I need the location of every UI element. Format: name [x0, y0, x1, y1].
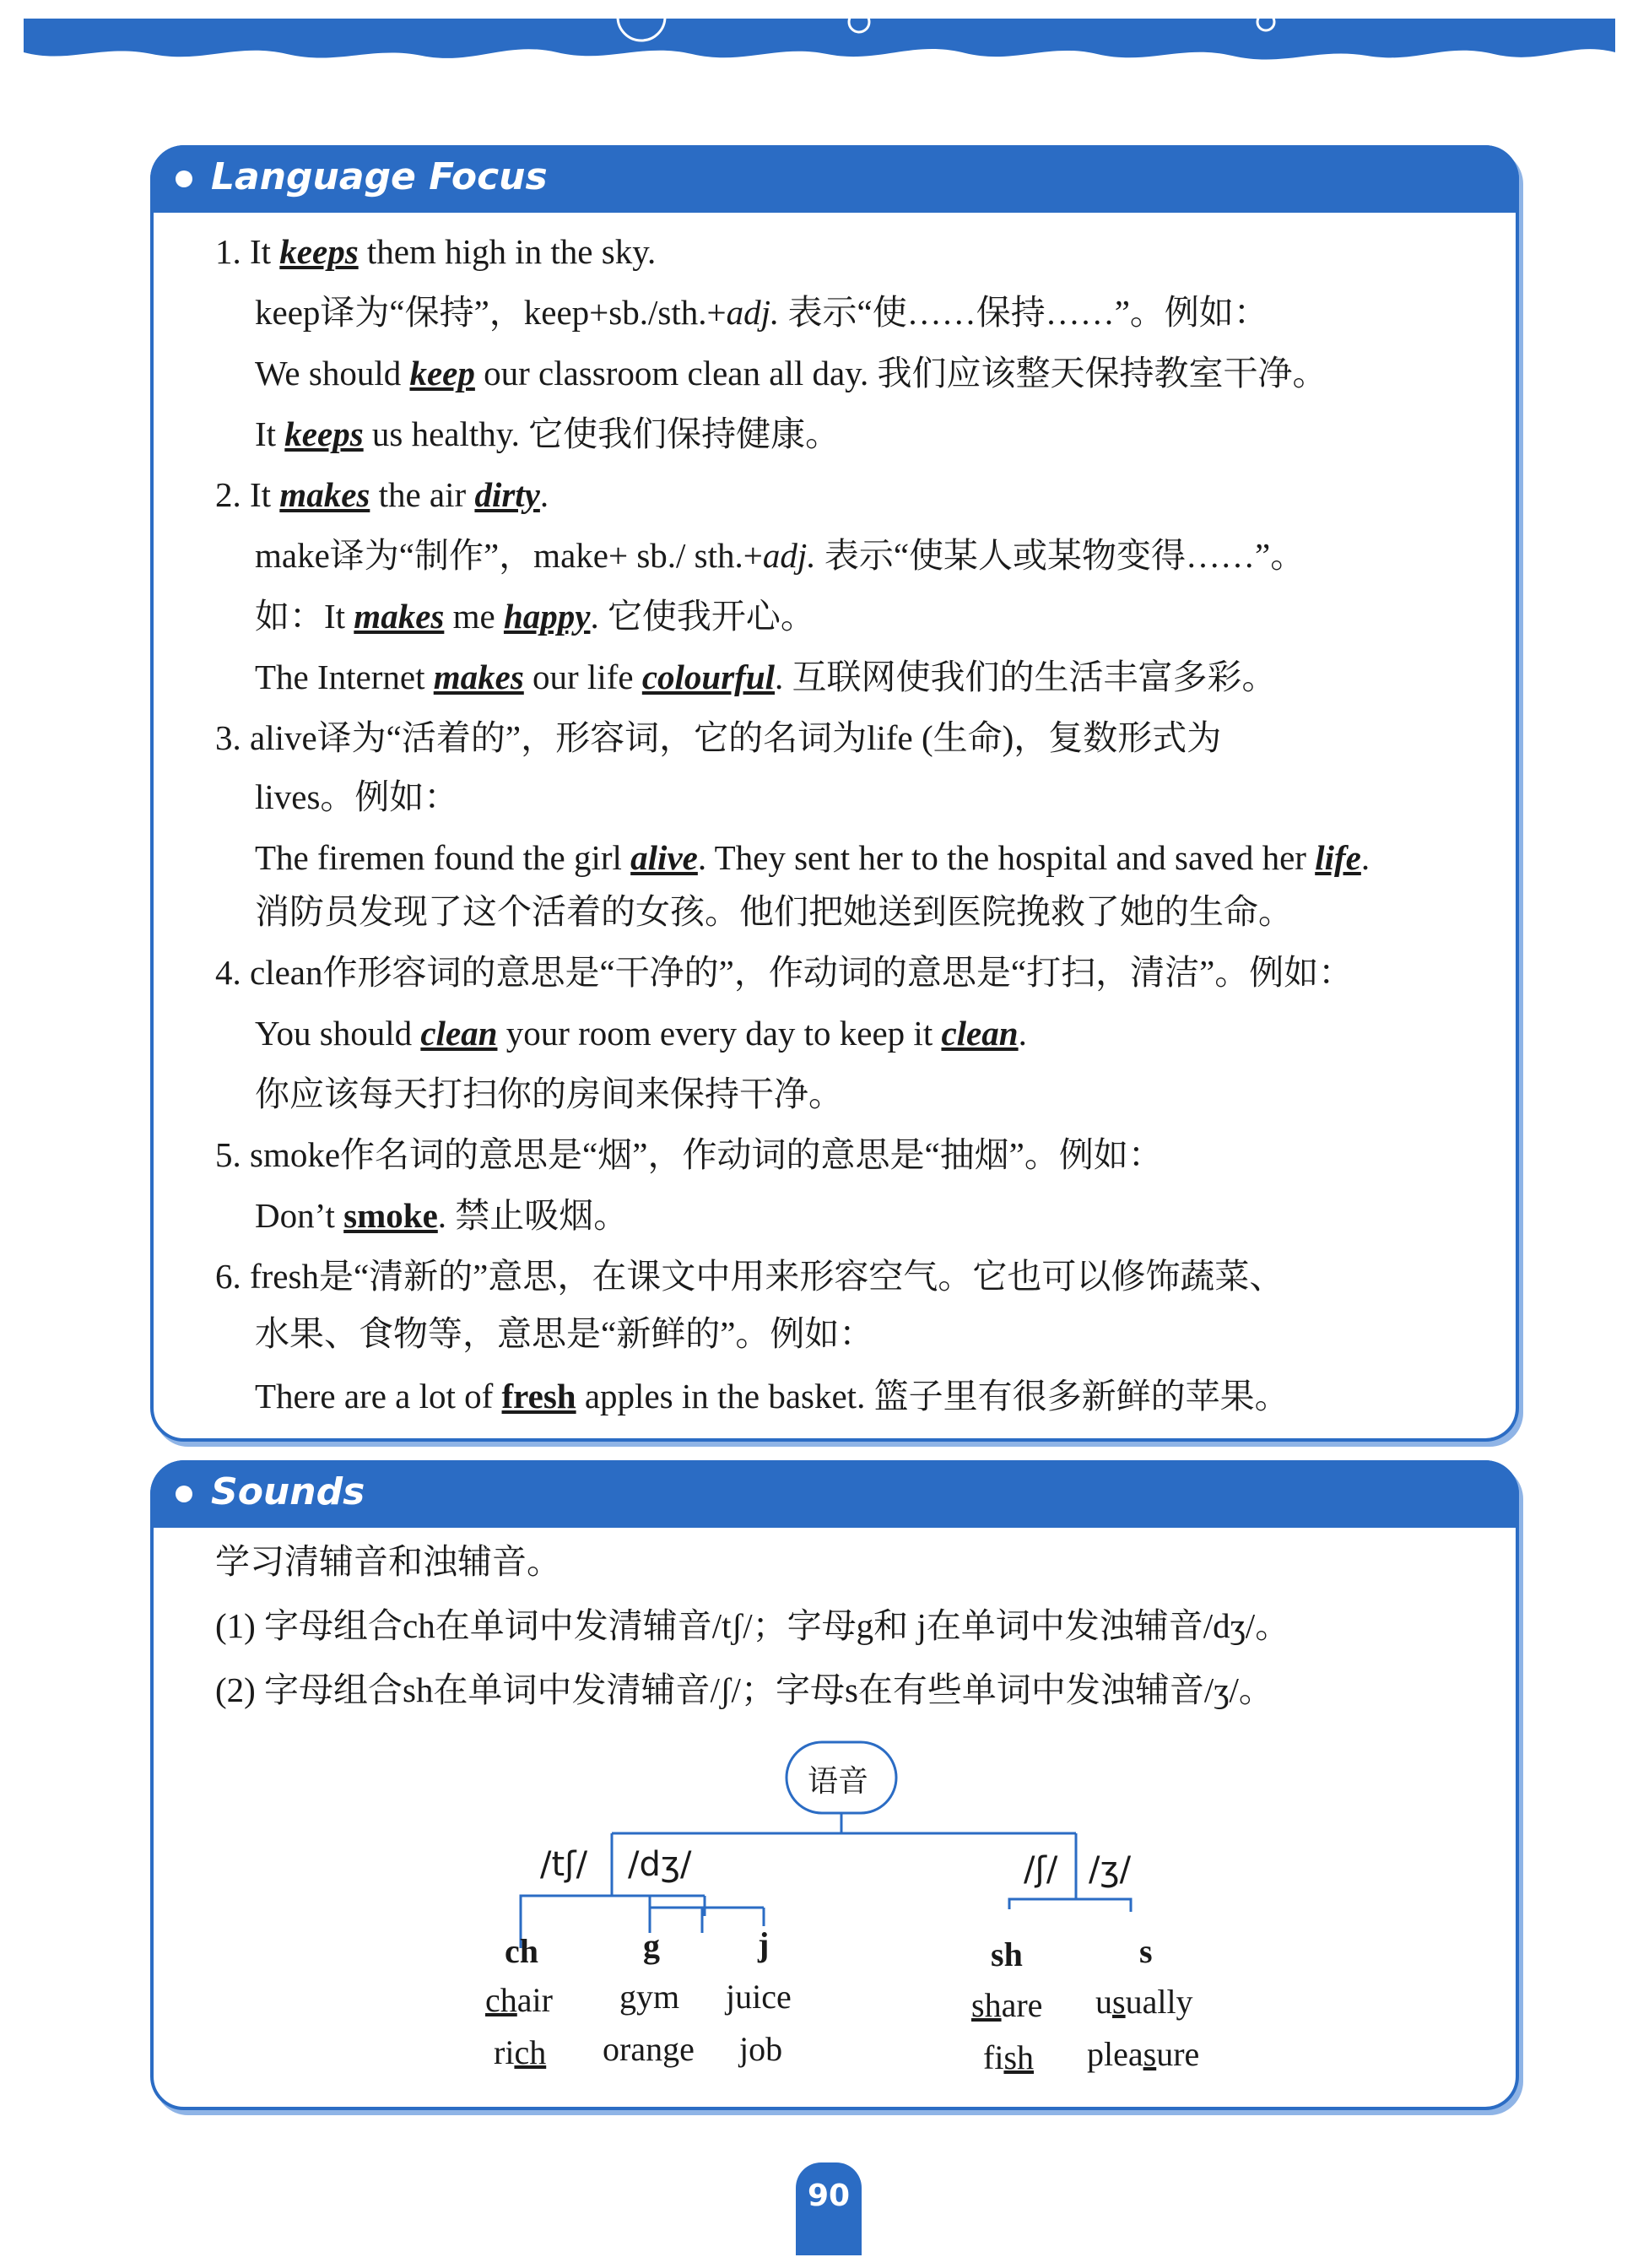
item-1-line-2: keep译为“保持”，keep+sb./sth.+adj. 表示“使……保持……”。例如： — [255, 293, 1268, 332]
word-rich: rich — [494, 2033, 547, 2071]
language-focus-title: Language Focus — [211, 155, 548, 198]
phoneme-zh: /ʒ/ — [1089, 1850, 1132, 1889]
sounds-intro: 学习清辅音和浊辅音。 — [215, 1542, 561, 1581]
word-pleasure: pleasure — [1087, 2035, 1200, 2073]
item-2-line-4: The Internet makes our life colourful. 互联网使我们的生活丰富多彩。 — [255, 658, 1277, 696]
item-3-line-3: The firemen found the girl alive. They sent her to the hospital and saved her life. — [255, 838, 1370, 877]
item-5-line-1: 5. smoke作名词的意思是“烟”，作动词的意思是“抽烟”。例如： — [215, 1135, 1163, 1174]
word-orange: orange — [603, 2030, 695, 2068]
page-number: 90 — [796, 2162, 862, 2255]
item-5-line-2: Don’t smoke. 禁止吸烟。 — [255, 1196, 629, 1235]
word-fish: fish — [983, 2038, 1035, 2076]
phoneme-sh: /ʃ/ — [1024, 1850, 1058, 1889]
item-2-line-1: 2. It makes the air dirty. — [215, 475, 549, 514]
item-3-line-1: 3. alive译为“活着的”，形容词，它的名词为life (生命)，复数形式为 — [215, 718, 1222, 757]
word-job: job — [739, 2030, 783, 2068]
item-1-line-4: It keeps us healthy. 它使我们保持健康。 — [255, 414, 841, 453]
item-3-line-2: lives。例如： — [255, 777, 459, 816]
item-1-line-3: We should keep our classroom clean all day. 我们应该整天保持教室干净。 — [255, 354, 1327, 392]
phoneme-tsh: /tʃ/ — [540, 1845, 588, 1884]
sounds-rule-2: (2) 字母组合sh在单词中发清辅音/ʃ/；字母s在有些单词中发浊辅音/ʒ/。 — [215, 1670, 1273, 1709]
sounds-title: Sounds — [211, 1470, 365, 1513]
item-4-line-2: You should clean your room every day to keep it clean. — [255, 1014, 1027, 1053]
word-juice: juice — [726, 1978, 792, 2016]
word-gym: gym — [619, 1978, 680, 2016]
word-share: share — [971, 1986, 1043, 2024]
item-6-line-2: 水果、食物等，意思是“新鲜的”。例如： — [255, 1314, 874, 1353]
letter-ch: ch — [505, 1932, 538, 1970]
word-usually: usually — [1095, 1983, 1193, 2021]
letter-sh: sh — [991, 1935, 1023, 1973]
item-1-line-1: 1. It keeps them high in the sky. — [215, 232, 657, 271]
letter-s: s — [1139, 1932, 1153, 1970]
letter-j: j — [758, 1925, 770, 1963]
word-chair: chair — [485, 1981, 553, 2019]
item-2-line-2: make译为“制作”，make+ sb./ sth.+adj. 表示“使某人或某物变得……”。 — [255, 536, 1306, 575]
tree-root-label: 语音 — [808, 1764, 869, 1799]
letter-g: g — [643, 1927, 660, 1965]
phoneme-dzh: /dʒ/ — [628, 1845, 692, 1884]
sounds-rule-1: (1) 字母组合ch在单词中发清辅音/tʃ/；字母g和 j在单词中发浊辅音/dʒ/。 — [215, 1606, 1290, 1645]
item-2-line-3: 如：It makes me happy. 它使我开心。 — [255, 597, 815, 636]
item-3-line-4: 消防员发现了这个活着的女孩。他们把她送到医院挽救了她的生命。 — [255, 892, 1293, 931]
item-6-line-3: There are a lot of fresh apples in the basket. 篮子里有很多新鲜的苹果。 — [255, 1377, 1289, 1415]
item-4-line-3: 你应该每天打扫你的房间来保持干净。 — [255, 1074, 843, 1113]
item-4-line-1: 4. clean作形容词的意思是“干净的”，作动词的意思是“打扫，清洁”。例如： — [215, 953, 1354, 992]
item-6-line-1: 6. fresh是“清新的”意思，在课文中用来形容空气。它也可以修饰蔬菜、 — [215, 1257, 1284, 1296]
